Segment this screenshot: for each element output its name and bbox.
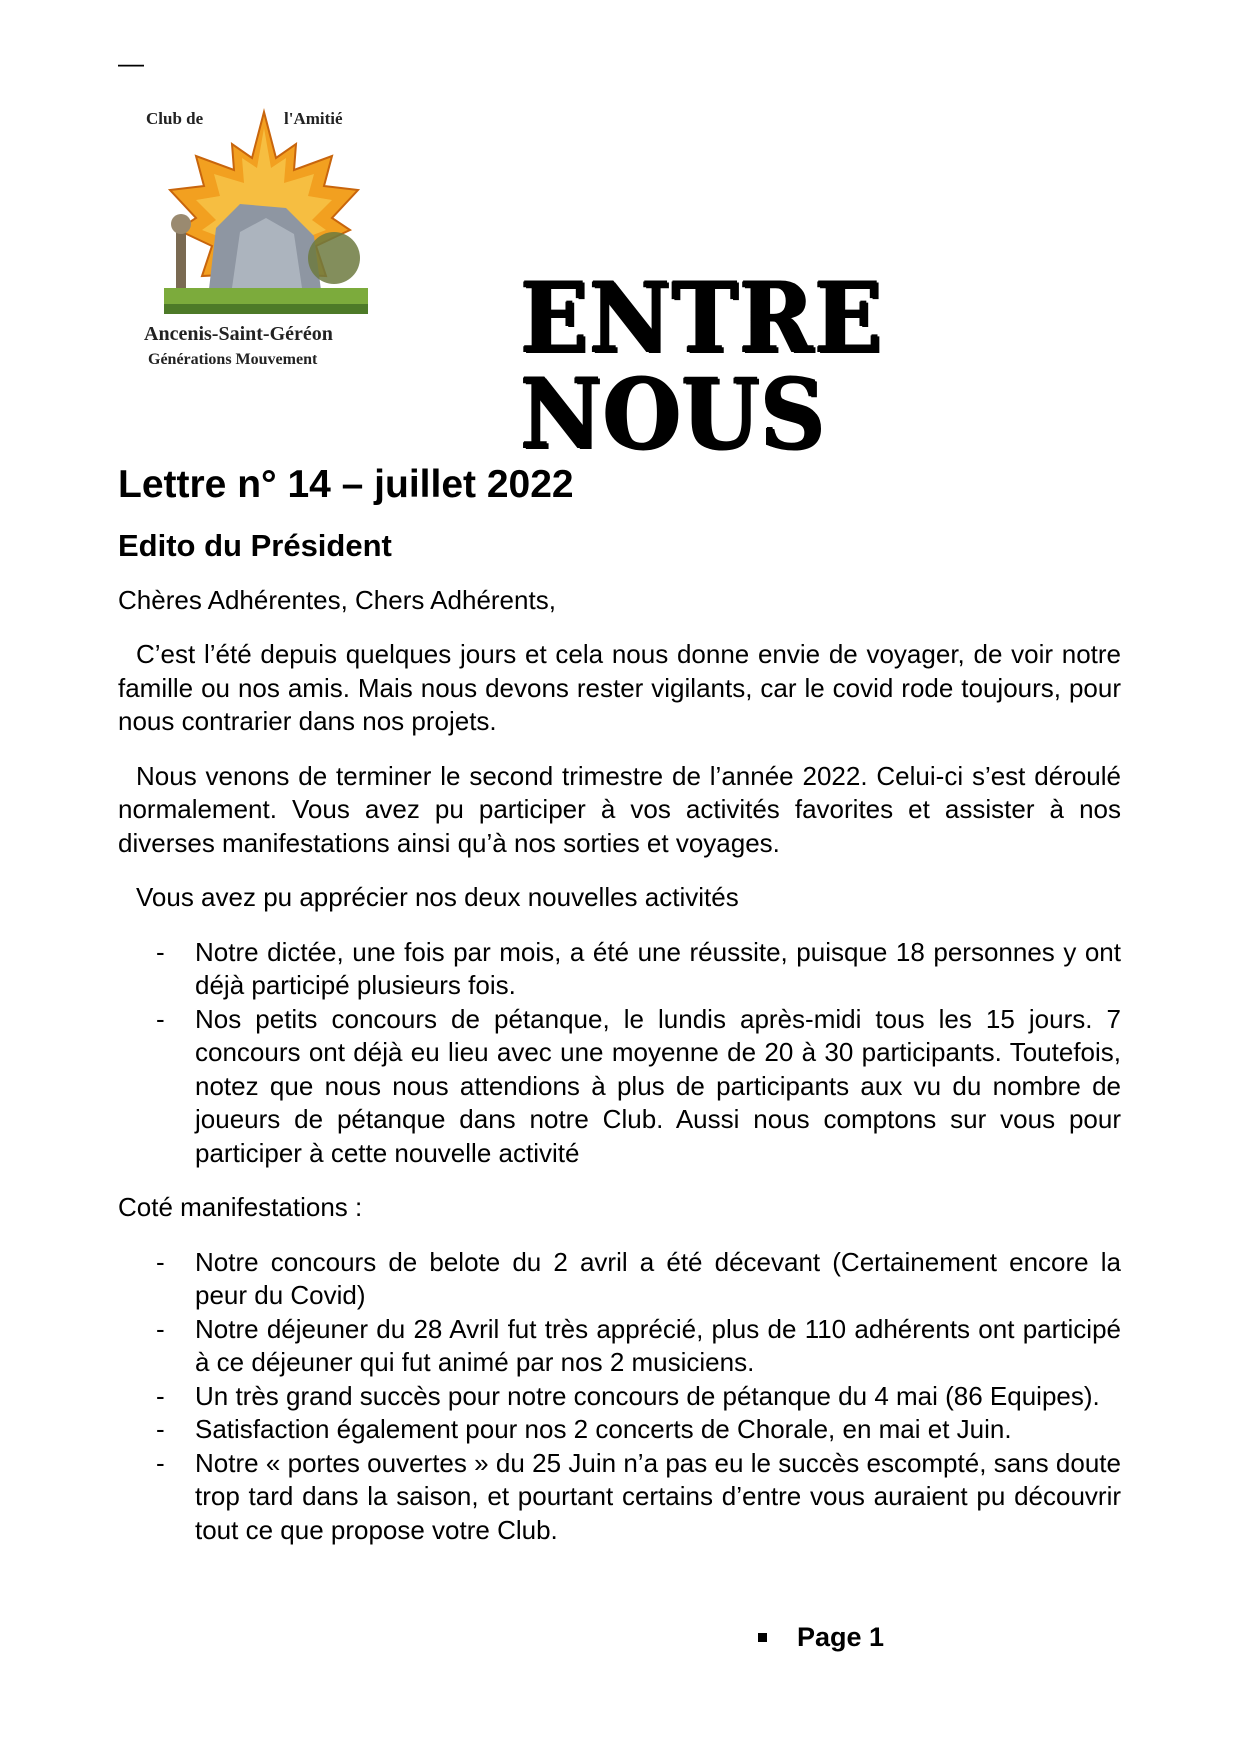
salutation: Chères Adhérentes, Chers Adhérents, (118, 584, 556, 615)
list-item: - Notre déjeuner du 28 Avril fut très apprécié, plus de 110 adhérents ont participé à ce déjeuner qui fut animé par nos 2 musiciens. (118, 1313, 1121, 1380)
list-item: - Satisfaction également pour nos 2 concerts de Chorale, en mai et Juin. (118, 1413, 1121, 1447)
square-bullet-icon (758, 1633, 767, 1642)
masthead-title: ENTRE NOUS (520, 261, 883, 470)
logo-club-de: Club de (146, 109, 204, 128)
events-list (118, 1246, 1121, 1548)
list-item: - Notre dictée, une fois par mois, a été une réussite, puisque 18 personnes y ont déjà participé plusieurs fois. (118, 936, 1121, 1003)
letter-body (118, 462, 1121, 1568)
page-footer (758, 1622, 884, 1653)
logo-town: Ancenis-Saint-Géréon (144, 323, 333, 345)
events-intro: Coté manifestations : (118, 1192, 363, 1223)
paragraph: Vous avez pu apprécier nos deux nouvelles activités (136, 882, 739, 913)
paragraph: Nous venons de terminer le second trimestre de l’année 2022. Celui-ci s’est déroulé normalement. Vous avez pu participer à vos activités favorites et assister à nos diverses manifestations ainsi qu’à nos sorties et voyages. (118, 760, 1121, 858)
club-logo (136, 108, 396, 398)
list-item: - Notre « portes ouvertes » du 25 Juin n’a pas eu le succès escompté, sans doute trop tard dans la saison, et pourtant certains d’entre vous auraient pu découvrir tout ce que propose votre Club. (118, 1447, 1121, 1548)
list-item: - Notre concours de belote du 2 avril a été décevant (Certainement encore la peur du Covid) (118, 1246, 1121, 1313)
activities-list (118, 936, 1121, 1171)
page-number: Page 1 (797, 1622, 885, 1652)
list-item: - Un très grand succès pour notre concours de pétanque du 4 mai (86 Equipes). (118, 1380, 1121, 1414)
header-dash: — (118, 48, 144, 78)
paragraph: C’est l’été depuis quelques jours et cela nous donne envie de voyager, de voir notre famille ou nos amis. Mais nous devons rester vigilants, car le covid rode toujours, pour nous contrarier dans nos projets. (118, 639, 1121, 737)
section-title: Edito du Président (118, 527, 392, 563)
list-item: - Nos petits concours de pétanque, le lundis après-midi tous les 15 jours. 7 concours ont déjà eu lieu avec une moyenne de 20 à 30 participants. Toutefois, notez que nous nous attendions à plus de participants aux vu du nombre de joueurs de pétanque dans notre Club. Aussi nous comptons sur vous pour participer à cette nouvelle activité (118, 1003, 1121, 1171)
logo-network: Générations Mouvement (148, 351, 318, 368)
logo-amitie: l'Amitié (284, 109, 343, 128)
letter-title: Lettre n° 14 – juillet 2022 (118, 463, 574, 506)
